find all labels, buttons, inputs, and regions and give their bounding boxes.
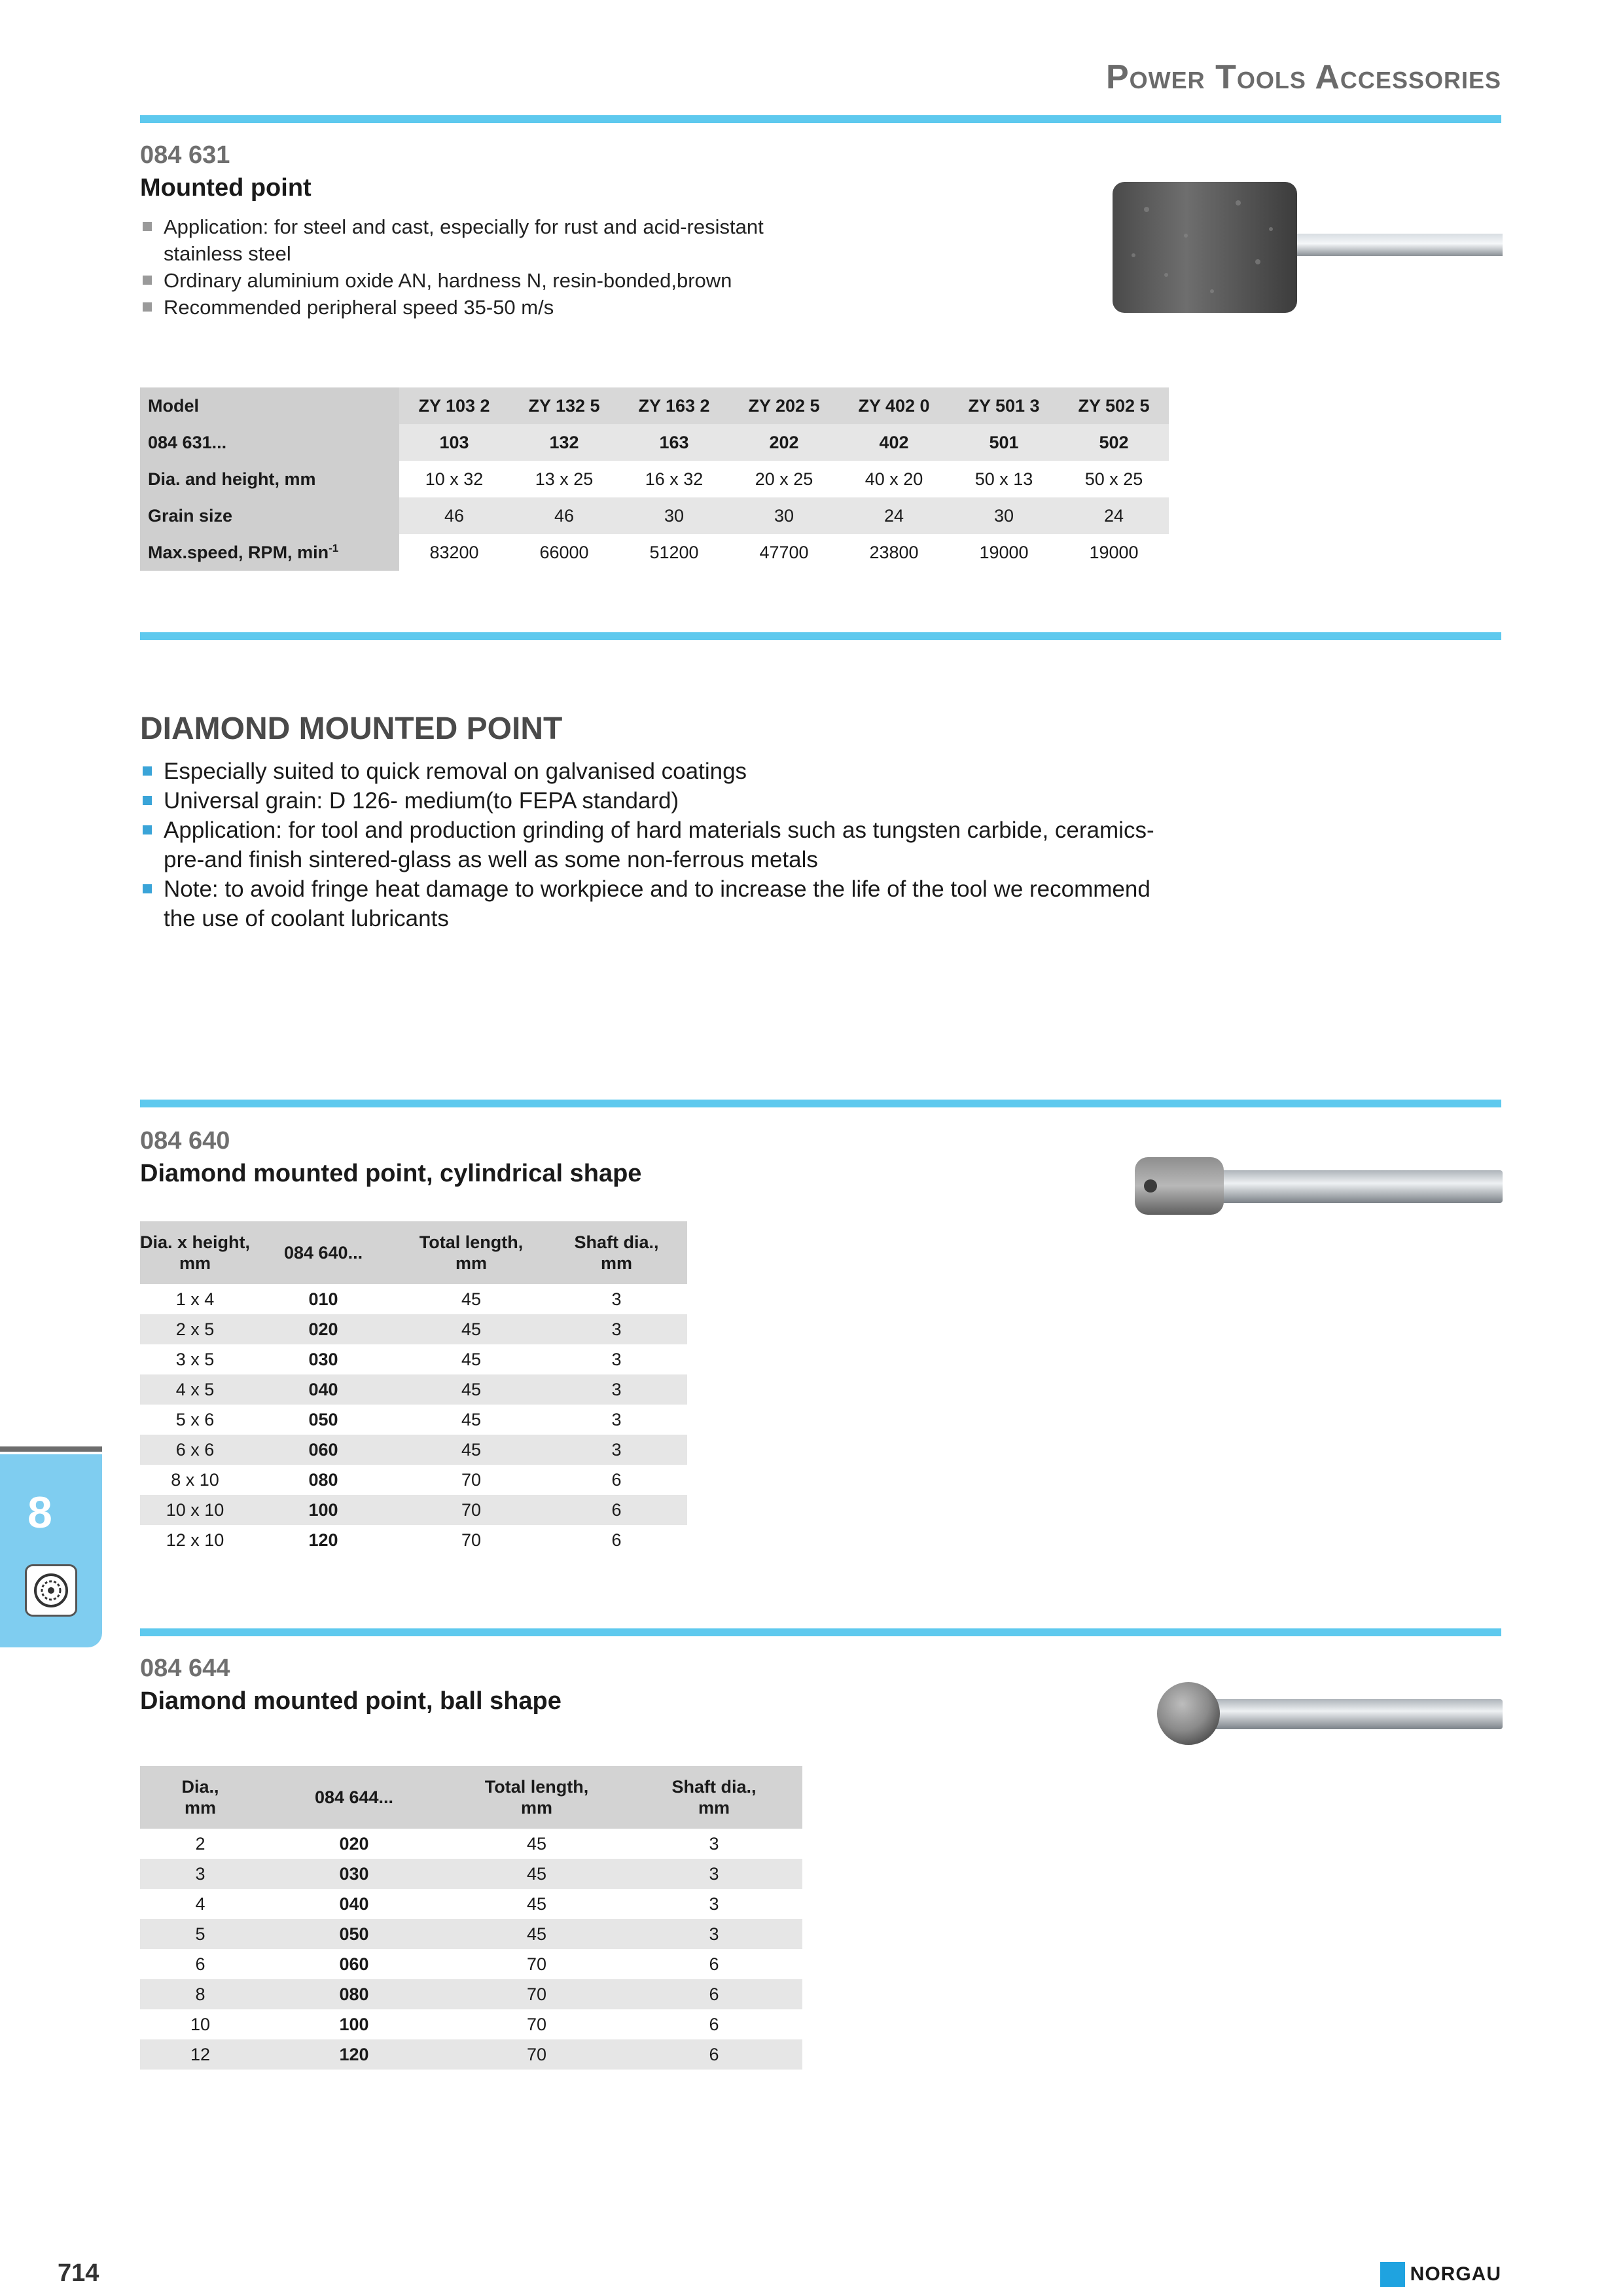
bullet-square-icon [143, 302, 152, 312]
row-label: 084 631... [140, 424, 399, 461]
dim-cell: 40 x 20 [865, 469, 923, 489]
code-cell: 501 [949, 424, 1059, 461]
table-row [140, 387, 1169, 424]
code-cell: 402 [839, 424, 949, 461]
bullet-square-icon [143, 825, 152, 834]
brand-square-icon [1380, 2262, 1405, 2287]
chapter-tab[interactable] [0, 1454, 102, 1647]
model-cell: ZY 132 5 [509, 387, 619, 424]
speed-cell: 51200 [649, 542, 699, 562]
code-cell: 502 [1059, 424, 1169, 461]
dim-cell: 10 x 32 [425, 469, 484, 489]
table-row: 1 x 4 010 45 3 [175, 1289, 622, 1309]
bullet-square-icon [143, 222, 152, 231]
grinding-disc-icon [25, 1564, 77, 1617]
feature-item: Application: for steel and cast, especially for rust and acid-resistant [140, 213, 764, 240]
column-header: Shaft dia., mm [546, 1221, 687, 1284]
table-row: 12 x 10 120 70 6 [166, 1530, 622, 1550]
grain-cell: 30 [619, 497, 729, 534]
table-row [140, 497, 1169, 534]
table-row: 5 x 6 050 45 3 [175, 1409, 622, 1429]
speed-cell: 23800 [869, 542, 919, 562]
column-header: Dia., mm [140, 1766, 260, 1829]
model-cell: ZY 502 5 [1059, 387, 1169, 424]
bullet-square-icon [143, 796, 152, 805]
diamond-feature-list [140, 757, 1187, 933]
section-rule [140, 1100, 1501, 1107]
brand-name: NORGAU [1410, 2263, 1501, 2285]
section-rule [140, 1628, 1501, 1636]
bullet-square-icon [143, 884, 152, 893]
product-code: 084 640 [140, 1127, 230, 1155]
table-row: 8 080 70 6 [140, 1979, 802, 2009]
table-row [140, 534, 1169, 571]
ball-point-image [1154, 1679, 1503, 1748]
table-row: 6 x 6 060 45 3 [140, 1435, 687, 1465]
bullet-square-icon [143, 766, 152, 776]
column-header: 084 644... [260, 1766, 448, 1829]
table-row: 2 020 45 3 [195, 1833, 719, 1854]
section-heading: DIAMOND MOUNTED POINT [140, 711, 563, 746]
table-row: 3 030 45 3 [140, 1859, 802, 1889]
table-row: 5 050 45 3 [140, 1919, 802, 1949]
section-rule [140, 632, 1501, 640]
table-row [140, 424, 1169, 461]
product-code: 084 644 [140, 1655, 230, 1682]
feature-item: Application: for tool and production grinding of hard materials such as tungsten carbide, ceramics-pre-and finish sintered-glass as well as some non-ferrous metals [140, 816, 1187, 874]
dim-cell: 50 x 13 [974, 469, 1033, 489]
row-label: Model [140, 387, 399, 424]
speed-cell: 83200 [429, 542, 479, 562]
speed-cell: 66000 [539, 542, 589, 562]
row-label: Dia. and height, mm [140, 461, 399, 497]
feature-list [140, 213, 764, 321]
table-row: 4 040 45 3 [195, 1893, 719, 1914]
model-cell: ZY 202 5 [729, 387, 839, 424]
model-cell: ZY 163 2 [619, 387, 729, 424]
code-cell: 202 [729, 424, 839, 461]
product-title: Mounted point [140, 174, 312, 202]
bullet-square-icon [143, 276, 152, 285]
dim-cell: 20 x 25 [755, 469, 813, 489]
grain-cell: 30 [729, 497, 839, 534]
table-row: 3 x 5 030 45 3 [175, 1349, 622, 1369]
column-header: Total length, mm [448, 1766, 626, 1829]
code-cell: 163 [619, 424, 729, 461]
product-title: Diamond mounted point, cylindrical shape [140, 1160, 642, 1187]
table-header-row [140, 1221, 687, 1284]
column-header: Shaft dia., mm [626, 1766, 802, 1829]
page-header-title: Power Tools Accessories [1105, 58, 1501, 96]
dim-cell: 13 x 25 [535, 469, 594, 489]
grain-cell: 24 [1059, 497, 1169, 534]
speed-cell: 19000 [979, 542, 1029, 562]
row-label: Grain size [140, 497, 399, 534]
table-row: 4 x 5 040 45 3 [140, 1374, 687, 1405]
unit-superscript: -1 [329, 542, 339, 554]
mounted-point-image [1107, 177, 1503, 317]
model-cell: ZY 402 0 [839, 387, 949, 424]
code-cell: 132 [509, 424, 619, 461]
ball-spec-table [140, 1766, 802, 2070]
grain-cell: 46 [399, 497, 509, 534]
product-code: 084 631 [140, 141, 230, 169]
chapter-number: 8 [27, 1488, 52, 1537]
table-header-row [140, 1766, 802, 1829]
model-cell: ZY 103 2 [399, 387, 509, 424]
speed-cell: 47700 [759, 542, 809, 562]
table-row: 12 120 70 6 [140, 2039, 802, 2070]
grain-cell: 46 [509, 497, 619, 534]
feature-item: Recommended peripheral speed 35-50 m/s [140, 294, 764, 321]
feature-item: Especially suited to quick removal on galvanised coatings [140, 757, 1187, 786]
column-header: Total length, mm [397, 1221, 546, 1284]
feature-item: stainless steel [164, 242, 291, 265]
speed-cell: 19000 [1089, 542, 1139, 562]
header-rule [140, 115, 1501, 123]
dim-cell: 50 x 25 [1084, 469, 1143, 489]
table-row: 6 060 70 6 [195, 1954, 719, 1974]
code-cell: 103 [399, 424, 509, 461]
row-label: Max.speed, RPM, $\min^{-1}$ [140, 534, 399, 571]
model-spec-table [140, 387, 1169, 571]
table-row: 10 x 10 100 70 6 [140, 1495, 687, 1525]
feature-item: Ordinary aluminium oxide AN, hardness N, resin-bonded,brown [140, 267, 764, 294]
grain-cell: 24 [839, 497, 949, 534]
table-row: 2 x 5 020 45 3 [140, 1314, 687, 1344]
cylindrical-point-image [1132, 1153, 1503, 1219]
column-header: 084 640... [250, 1221, 397, 1284]
brand-logo [1380, 2262, 1501, 2287]
product-title: Diamond mounted point, ball shape [140, 1687, 562, 1715]
table-row [140, 461, 1169, 497]
model-cell: ZY 501 3 [949, 387, 1059, 424]
page-number: 714 [58, 2259, 99, 2287]
feature-item: Universal grain: D 126- medium(to FEPA standard) [140, 786, 1187, 816]
table-row: 10 100 70 6 [190, 2014, 719, 2034]
side-tab-bar [0, 1446, 102, 1452]
grain-cell: 30 [949, 497, 1059, 534]
table-row: 8 x 10 080 70 6 [171, 1469, 622, 1490]
dim-cell: 16 x 32 [645, 469, 704, 489]
cylindrical-spec-table [140, 1221, 687, 1555]
column-header: Dia. x height, mm [140, 1221, 250, 1284]
feature-item: Note: to avoid fringe heat damage to workpiece and to increase the life of the tool we recommend the use of coolant lubricants [140, 874, 1187, 933]
